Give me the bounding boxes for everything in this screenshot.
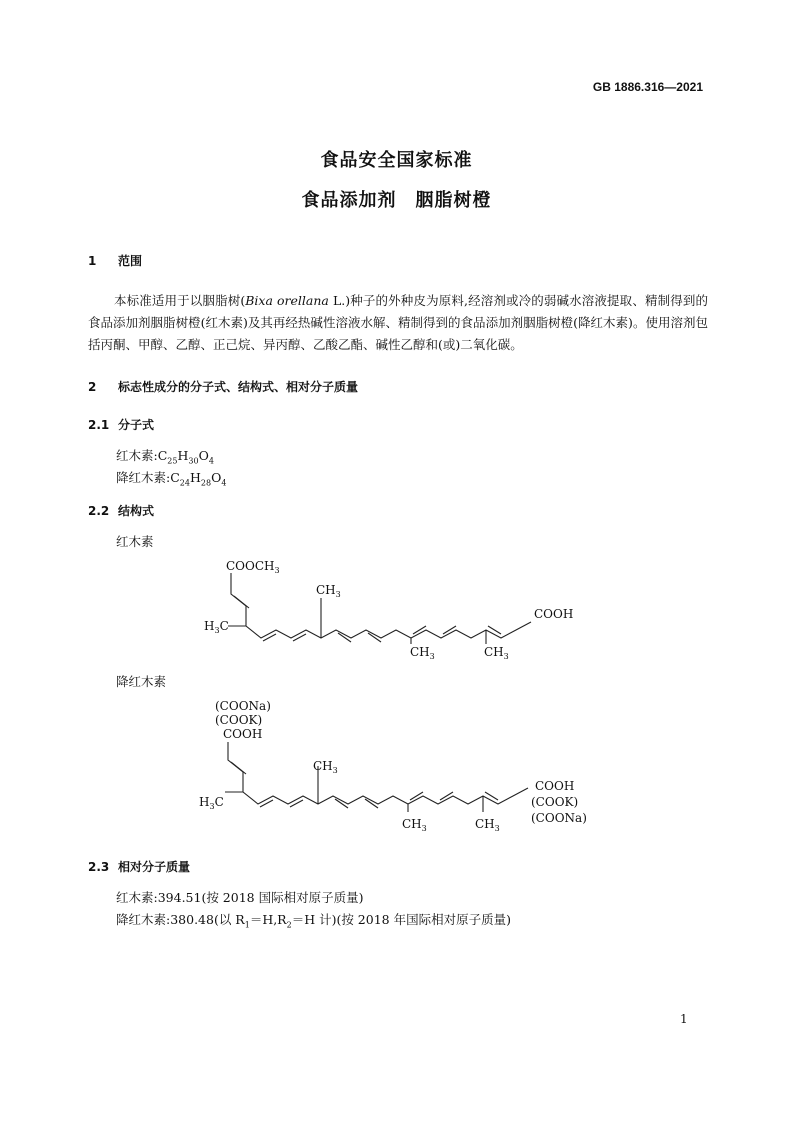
page-number: 1 [680, 1012, 688, 1026]
bixin-double-bonds [234, 596, 249, 608]
norbixin-db-0 [231, 762, 246, 774]
bixin-db-b [293, 634, 306, 641]
bixin-mass-line: 红木素:394.51(按 2018 国际相对原子质量) [116, 890, 364, 905]
element-h: H [189, 470, 201, 485]
species-name: Bixa orellana [245, 293, 329, 308]
norbixin-db-b [290, 800, 303, 807]
standard-code: GB 1886.316—2021 [592, 80, 703, 94]
norbixin-mass-line [116, 910, 511, 930]
count-c: 25 [167, 456, 178, 466]
norbixin-h3c-label: $H_3C$ [199, 795, 224, 811]
count-o: 4 [208, 456, 214, 466]
element-c: C [170, 470, 180, 485]
norbixin-ch3-top: $CH_3$ [313, 759, 338, 775]
count-c: 24 [179, 478, 190, 488]
bixin-h3c-label: $H_3C$ [204, 619, 229, 635]
bixin-db-a [263, 634, 276, 641]
element-o: O [198, 448, 209, 463]
section-title: 范围 [118, 254, 143, 268]
count-h: 30 [188, 456, 199, 466]
subscript-2: 2 [286, 920, 292, 930]
norbixin-db-g [485, 792, 498, 800]
section-number: 2.2 [88, 504, 110, 518]
section-number: 2.1 [88, 418, 110, 432]
norbixin-name: 降红木素 [116, 674, 167, 689]
element-c: C [157, 448, 168, 463]
bixin-formula-line [116, 446, 214, 466]
norbixin-left-potassium: (COOK) [215, 713, 263, 727]
bixin-name: 红木素 [116, 534, 154, 549]
document-subtitle: 食品添加剂 胭脂树橙 [301, 190, 492, 211]
norbixin-ch3-bottom-2: $CH_3$ [475, 817, 500, 833]
mass-text-c: ＝H 计)(按 2018 年国际相对原子质量) [291, 912, 511, 927]
section-number: 1 [88, 254, 97, 268]
norbixin-right-acid: COOH [535, 779, 575, 793]
count-h: 28 [200, 478, 212, 488]
bixin-ch3-top: $CH_3$ [316, 583, 341, 599]
section-title: 标志性成分的分子式、结构式、相对分子质量 [118, 380, 359, 394]
section-2-3-heading [88, 858, 190, 875]
section-1-heading [88, 252, 142, 269]
bixin-ch3-bottom-2: $CH_3$ [484, 645, 509, 661]
norbixin-db-e [410, 792, 423, 800]
norbixin-structure-diagram [195, 696, 605, 836]
norbixin-right-sodium: (COONa) [531, 811, 587, 825]
section-title: 相对分子质量 [118, 860, 191, 874]
bixin-ester-group: $COOCH_3$ [226, 559, 280, 575]
mass-text-b: ＝H,R [249, 912, 287, 927]
norbixin-ch3-bottom-1: $CH_3$ [402, 817, 427, 833]
bixin-db-e [413, 626, 426, 634]
section-number: 2.3 [88, 860, 110, 874]
scope-text-b: L.)种子的外种皮为原料,经溶剂或冷的弱碱水溶液提取、精制得到的食品添加剂胭脂树橙(红木素)及其再经热碱性溶液水解、精制得到的食品添加剂胭脂树橙(降红木素)。使用溶剂包括丙酮、甲醇、乙醇、正己烷、异丙醇、乙酸乙酯、碱性乙醇和(或)二氧化碳。 [88, 293, 708, 352]
section-number: 2 [88, 380, 97, 394]
formula-label: 红木素: [116, 448, 158, 463]
count-o: 4 [221, 478, 227, 488]
norbixin-chain [228, 742, 528, 804]
norbixin-left-acid: COOH [223, 727, 263, 741]
section-2-1-heading [88, 416, 154, 433]
bixin-structure-diagram [200, 556, 600, 664]
element-o: O [211, 470, 222, 485]
norbixin-db-a [260, 800, 273, 807]
formula-label: 降红木素: [116, 470, 171, 485]
bixin-ch3-bottom-1: $CH_3$ [410, 645, 435, 661]
scope-paragraph [88, 290, 708, 356]
section-title: 分子式 [118, 418, 155, 432]
bixin-db-g [488, 626, 501, 634]
scope-text-a: 本标准适用于以胭脂树( [114, 293, 246, 308]
section-2-heading [88, 378, 358, 395]
norbixin-db-f [440, 792, 453, 800]
bixin-carboxyl: COOH [534, 607, 574, 621]
bixin-chain [231, 573, 531, 638]
bixin-db-f [443, 626, 456, 634]
subscript-1: 1 [244, 920, 250, 930]
norbixin-left-sodium: (COONa) [215, 699, 271, 713]
document-title: 食品安全国家标准 [320, 150, 473, 171]
section-title: 结构式 [118, 504, 155, 518]
section-2-2-heading [88, 502, 154, 519]
mass-text-a: 降红木素:380.48(以 R [116, 912, 245, 927]
norbixin-formula-line [116, 468, 226, 488]
norbixin-right-potassium: (COOK) [531, 795, 579, 809]
element-h: H [177, 448, 189, 463]
